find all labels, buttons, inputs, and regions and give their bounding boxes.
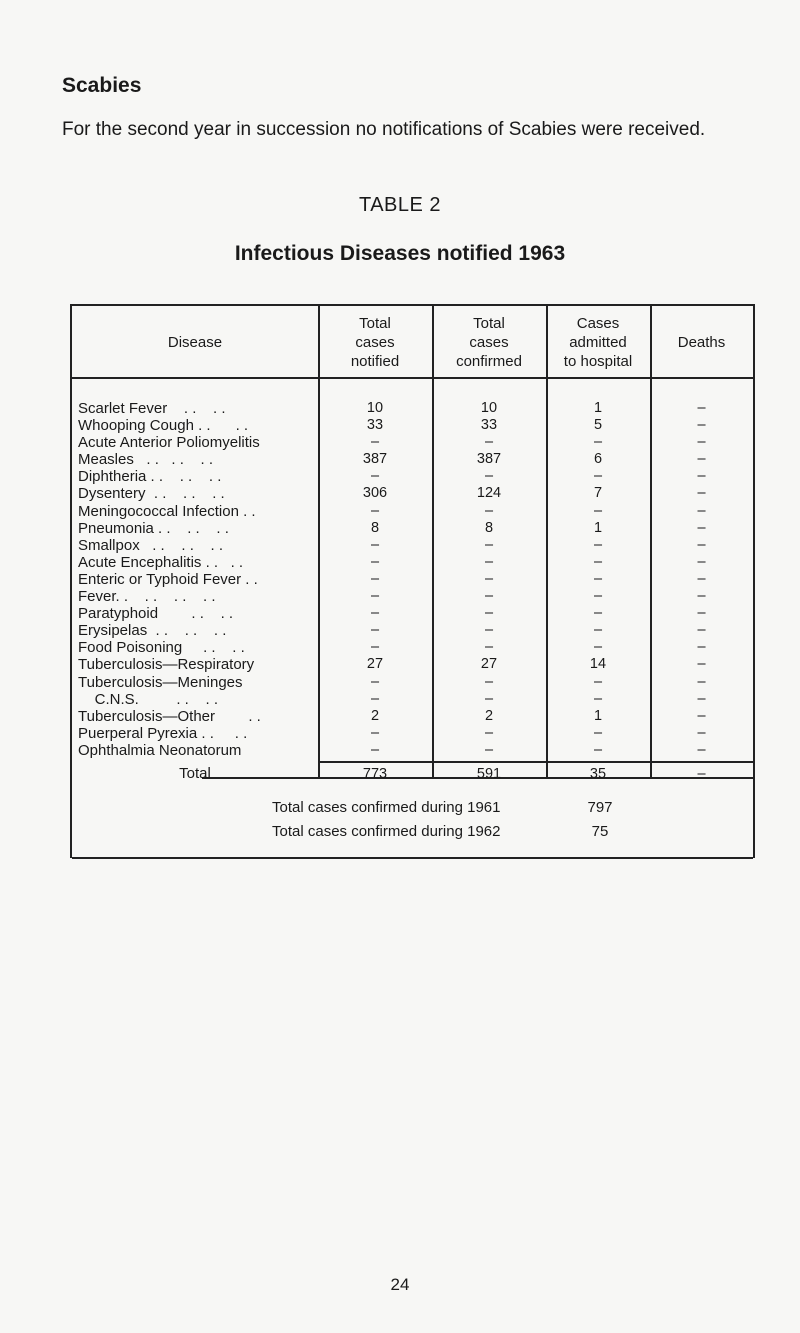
table-row	[72, 417, 753, 434]
intro-paragraph: For the second year in succession no notifications of Scabies were received.	[62, 119, 706, 140]
deaths-cell: –	[697, 485, 706, 502]
disease-name: Tuberculosis—Respiratory	[78, 656, 255, 674]
notified-cell: –	[370, 724, 380, 741]
confirmed-cell: –	[484, 741, 494, 758]
notified-cell: –	[370, 536, 380, 553]
notified-cell: –	[370, 553, 380, 570]
deaths-cell: –	[697, 724, 706, 741]
disease-name: Fever. . . . . . . .	[78, 588, 216, 606]
hospital-cell: –	[593, 605, 603, 622]
deaths-cell: –	[697, 468, 706, 485]
table-row	[72, 485, 753, 502]
page-number: 24	[390, 1275, 410, 1294]
table-row	[72, 605, 753, 622]
deaths-cell: –	[697, 639, 706, 656]
hospital-cell: –	[593, 622, 603, 639]
deaths-cell: –	[697, 570, 706, 587]
confirmed-cell: –	[484, 690, 494, 707]
disease-name: Acute Anterior Poliomyelitis	[78, 434, 260, 452]
disease-name: Meningococcal Infection . .	[78, 502, 256, 520]
notified-cell: –	[370, 502, 380, 519]
deaths-cell: –	[697, 588, 706, 605]
confirmed-cell: –	[484, 673, 494, 690]
disease-name: Dysentery . . . . . .	[78, 485, 225, 503]
table-body	[72, 400, 753, 759]
total-row	[72, 765, 753, 783]
notified-cell: 33	[366, 417, 384, 434]
disease-name: Pneumonia . . . . . .	[78, 519, 229, 537]
table-row	[72, 708, 753, 725]
total-notified: 773	[362, 766, 388, 782]
disease-name: Food Poisoning . . . .	[78, 639, 245, 657]
hospital-cell: –	[593, 690, 603, 707]
header-deaths: Deaths	[677, 333, 726, 351]
hospital-cell: –	[593, 724, 603, 741]
confirmed-cell: 387	[476, 451, 502, 468]
table-row	[72, 503, 753, 520]
confirmed-cell: –	[484, 434, 494, 451]
confirmed-cell: 124	[476, 485, 502, 502]
table-row	[72, 468, 753, 485]
notified-cell: 27	[366, 656, 384, 673]
diseases-table	[70, 304, 755, 858]
section-heading: Scabies	[62, 74, 142, 97]
confirmed-cell: –	[484, 724, 494, 741]
notified-cell: –	[370, 434, 380, 451]
disease-name: Tuberculosis—Meninges	[78, 673, 243, 691]
summary-value: 75	[591, 823, 609, 840]
table-row	[72, 691, 753, 708]
hospital-cell: –	[593, 434, 603, 451]
confirmed-cell: –	[484, 553, 494, 570]
confirmed-cell: 2	[484, 707, 494, 724]
disease-name: Measles . . . . . .	[78, 451, 214, 469]
disease-name: Erysipelas . . . . . .	[78, 622, 227, 640]
disease-name: C.N.S. . . . .	[78, 690, 219, 708]
deaths-cell: –	[697, 690, 706, 707]
confirmed-cell: –	[484, 502, 494, 519]
header-admitted-hospital: Cases admitted to hospital	[563, 314, 633, 370]
hospital-cell: 1	[593, 400, 603, 416]
confirmed-cell: –	[484, 622, 494, 639]
summary-text: Total cases confirmed during 1962	[272, 823, 501, 840]
summary-value: 797	[587, 799, 613, 816]
hospital-cell: –	[593, 502, 603, 519]
confirmed-cell: –	[484, 536, 494, 553]
confirmed-cell: 10	[480, 400, 498, 416]
header-total-confirmed: Total cases confirmed	[456, 314, 522, 370]
disease-name: Puerperal Pyrexia . . . .	[78, 724, 248, 742]
deaths-cell: –	[697, 400, 706, 416]
summary-text: Total cases confirmed during 1961	[272, 799, 501, 816]
hospital-cell: 1	[593, 519, 603, 536]
notified-cell: –	[370, 639, 380, 656]
hospital-cell: 7	[593, 485, 603, 502]
notified-cell: 306	[362, 485, 388, 502]
notified-cell: –	[370, 588, 380, 605]
table-row	[72, 554, 753, 571]
notified-cell: –	[370, 690, 380, 707]
hospital-cell: –	[593, 673, 603, 690]
table-row	[72, 639, 753, 656]
deaths-cell: –	[697, 707, 706, 724]
hospital-cell: –	[593, 570, 603, 587]
table-row	[72, 434, 753, 451]
confirmed-cell: –	[484, 639, 494, 656]
notified-cell: 2	[370, 707, 380, 724]
hospital-cell: –	[593, 741, 603, 758]
hospital-cell: 1	[593, 707, 603, 724]
confirmed-cell: –	[484, 605, 494, 622]
hospital-cell: –	[593, 588, 603, 605]
disease-name: Enteric or Typhoid Fever . .	[78, 570, 258, 588]
hospital-cell: –	[593, 536, 603, 553]
disease-name: Ophthalmia Neonatorum	[78, 741, 242, 759]
disease-name: Scarlet Fever . . . .	[78, 400, 226, 417]
header-total-notified: Total cases notified	[350, 314, 400, 370]
notified-cell: –	[370, 741, 380, 758]
hospital-cell: 14	[589, 656, 607, 673]
confirmed-cell: 27	[480, 656, 498, 673]
table-row	[72, 725, 753, 742]
disease-name: Paratyphoid . . . .	[78, 605, 234, 623]
confirmed-cell: 8	[484, 519, 494, 536]
total-label: Total	[179, 765, 211, 782]
notified-cell: –	[370, 622, 380, 639]
table-row	[72, 520, 753, 537]
disease-name: Acute Encephalitis . . . .	[78, 553, 244, 571]
deaths-cell: –	[697, 656, 706, 673]
disease-name: Whooping Cough . . . .	[78, 417, 249, 435]
table-caption: Infectious Diseases notified 1963	[234, 242, 566, 265]
deaths-cell: –	[697, 553, 706, 570]
confirmed-cell: 33	[480, 417, 498, 434]
table-row	[72, 537, 753, 554]
disease-name: Diphtheria . . . . . .	[78, 468, 222, 486]
deaths-cell: –	[697, 673, 706, 690]
deaths-cell: –	[697, 741, 706, 758]
deaths-cell: –	[697, 417, 706, 434]
deaths-cell: –	[697, 536, 706, 553]
hospital-cell: –	[593, 553, 603, 570]
notified-cell: –	[370, 605, 380, 622]
table-row	[72, 400, 753, 417]
table-label: TABLE 2	[358, 194, 442, 216]
notified-cell: –	[370, 673, 380, 690]
table-row	[72, 588, 753, 605]
hospital-cell: –	[593, 639, 603, 656]
table-row	[72, 451, 753, 468]
hospital-cell: –	[593, 468, 603, 485]
disease-name: Tuberculosis—Other . .	[78, 707, 261, 725]
table-row	[72, 622, 753, 639]
total-deaths: –	[697, 766, 706, 782]
notified-cell: 387	[362, 451, 388, 468]
total-confirmed: 591	[476, 766, 502, 782]
total-hospital: 35	[589, 766, 607, 782]
deaths-cell: –	[697, 434, 706, 451]
notified-cell: –	[370, 570, 380, 587]
table-row	[72, 571, 753, 588]
table-row	[72, 742, 753, 759]
deaths-cell: –	[697, 502, 706, 519]
deaths-cell: –	[697, 519, 706, 536]
disease-name: Smallpox . . . . . .	[78, 536, 224, 554]
confirmed-cell: –	[484, 570, 494, 587]
notified-cell: –	[370, 468, 380, 485]
hospital-cell: 6	[593, 451, 603, 468]
notified-cell: 10	[366, 400, 384, 416]
deaths-cell: –	[697, 605, 706, 622]
hospital-cell: 5	[593, 417, 603, 434]
confirmed-cell: –	[484, 588, 494, 605]
deaths-cell: –	[697, 622, 706, 639]
table-row	[72, 674, 753, 691]
confirmed-cell: –	[484, 468, 494, 485]
deaths-cell: –	[697, 451, 706, 468]
notified-cell: 8	[370, 519, 380, 536]
table-row	[72, 656, 753, 673]
header-disease: Disease	[167, 333, 223, 351]
